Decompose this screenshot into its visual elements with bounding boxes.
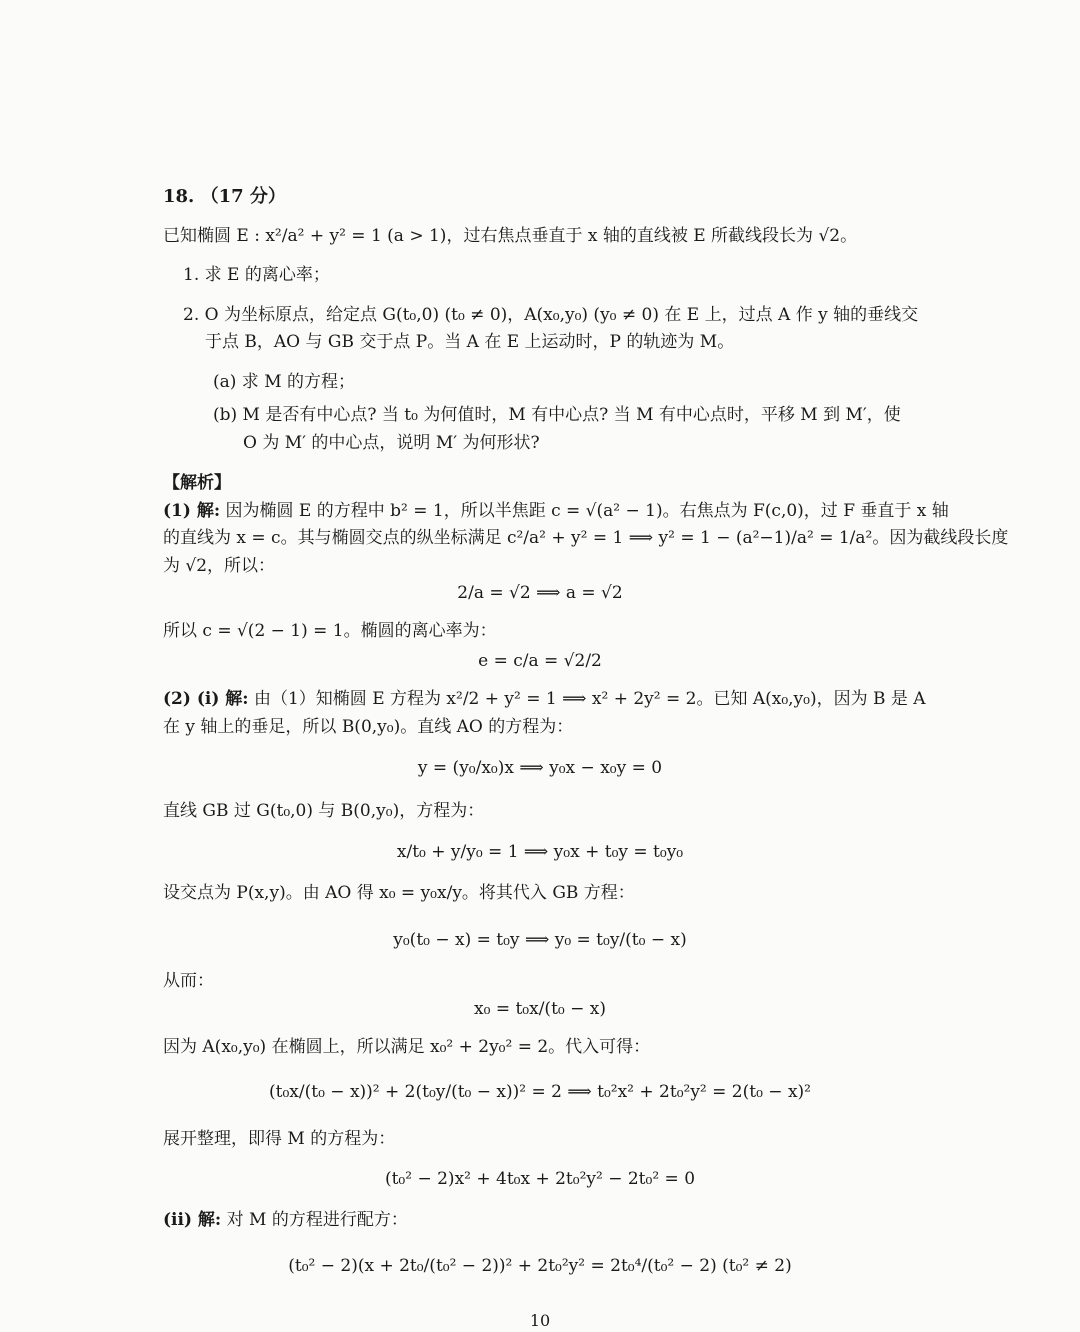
solution-part2-line-3: 直线 GB 过 G(t₀,0) 与 B(0,y₀)，方程为： <box>163 801 485 821</box>
part2-text-1: 由（1）知椭圆 E 方程为 x²/2 + y² = 1 ⟹ x² + 2y² = 2。已知 A(x₀,y₀)，因为 B 是 A <box>248 689 926 709</box>
equation-9: (t₀² − 2)(x + 2t₀/(t₀² − 2))² + 2t₀²y² = 2t₀⁴/(t₀² − 2) (t₀² ≠ 2) <box>288 1256 792 1276</box>
solution-part3-line-1 <box>163 1209 408 1231</box>
part1-lead: (1) 解: <box>163 501 221 521</box>
equation-1: 2/a = √2 ⟹ a = √2 <box>457 583 623 603</box>
solution-part2-line-6: 因为 A(x₀,y₀) 在椭圆上，所以满足 x₀² + 2y₀² = 2。代入可得： <box>163 1037 651 1057</box>
part3-lead: (ii) 解: <box>163 1210 222 1230</box>
question-2-line-1: 2. O 为坐标原点，给定点 G(t₀,0) (t₀ ≠ 0)，A(x₀,y₀) (y₀ ≠ 0) 在 E 上，过点 A 作 y 轴的垂线交 <box>183 305 919 325</box>
solution-header: 【解析】 <box>163 473 231 493</box>
question-1: 1. 求 E 的离心率； <box>183 265 330 285</box>
solution-part2-line-4: 设交点为 P(x,y)。由 AO 得 x₀ = y₀x/y。将其代入 GB 方程： <box>163 883 635 903</box>
solution-part1-line-2: 的直线为 x = c。其与椭圆交点的纵坐标满足 c²/a² + y² = 1 ⟹ y² = 1 − (a²−1)/a² = 1/a²。因为截线段长度 <box>163 528 1009 548</box>
problem-statement: 已知椭圆 E : x²/a² + y² = 1 (a > 1)，过右焦点垂直于 x 轴的直线被 E 所截线段长为 √2。 <box>163 226 858 246</box>
question-2-line-2: 于点 B，AO 与 GB 交于点 P。当 A 在 E 上运动时，P 的轨迹为 M。 <box>205 332 735 352</box>
part1-text-1: 因为椭圆 E 的方程中 b² = 1，所以半焦距 c = √(a² − 1)。右焦点为 F(c,0)，过 F 垂直于 x 轴 <box>220 501 949 521</box>
solution-part2-line-1 <box>163 688 926 710</box>
part2-lead: (2) (i) 解: <box>163 689 249 709</box>
solution-part2-line-7: 展开整理，即得 M 的方程为： <box>163 1129 396 1149</box>
equation-2: e = c/a = √2/2 <box>478 651 602 671</box>
solution-part1-line-4: 所以 c = √(2 − 1) = 1。椭圆的离心率为： <box>163 621 497 641</box>
equation-8: (t₀² − 2)x² + 4t₀x + 2t₀²y² − 2t₀² = 0 <box>384 1169 696 1189</box>
equation-3: y = (y₀/x₀)x ⟹ y₀x − x₀y = 0 <box>417 758 663 778</box>
equation-7: (t₀x/(t₀ − x))² + 2(t₀y/(t₀ − x))² = 2 ⟹ t₀²x² + 2t₀²y² = 2(t₀ − x)² <box>269 1082 811 1102</box>
problem-number: 18. （17 分） <box>163 186 286 207</box>
equation-4: x/t₀ + y/y₀ = 1 ⟹ y₀x + t₀y = t₀y₀ <box>396 842 684 862</box>
part3-text-1: 对 M 的方程进行配方： <box>221 1210 408 1230</box>
question-2a: (a) 求 M 的方程； <box>213 372 356 392</box>
page-number: 10 <box>529 1311 551 1330</box>
question-2b-line-1: (b) M 是否有中心点? 当 t₀ 为何值时，M 有中心点? 当 M 有中心点时，平移 M 到 M′，使 <box>213 405 901 425</box>
solution-part1-line-1 <box>163 500 949 522</box>
solution-part1-line-3: 为 √2，所以： <box>163 556 276 576</box>
equation-6: x₀ = t₀x/(t₀ − x) <box>474 999 606 1019</box>
question-2b-line-2: O 为 M′ 的中心点，说明 M′ 为何形状? <box>243 433 540 453</box>
solution-part2-line-5: 从而： <box>163 971 214 991</box>
equation-5: y₀(t₀ − x) = t₀y ⟹ y₀ = t₀y/(t₀ − x) <box>393 930 687 950</box>
solution-part2-line-2: 在 y 轴上的垂足，所以 B(0,y₀)。直线 AO 的方程为： <box>163 717 574 737</box>
